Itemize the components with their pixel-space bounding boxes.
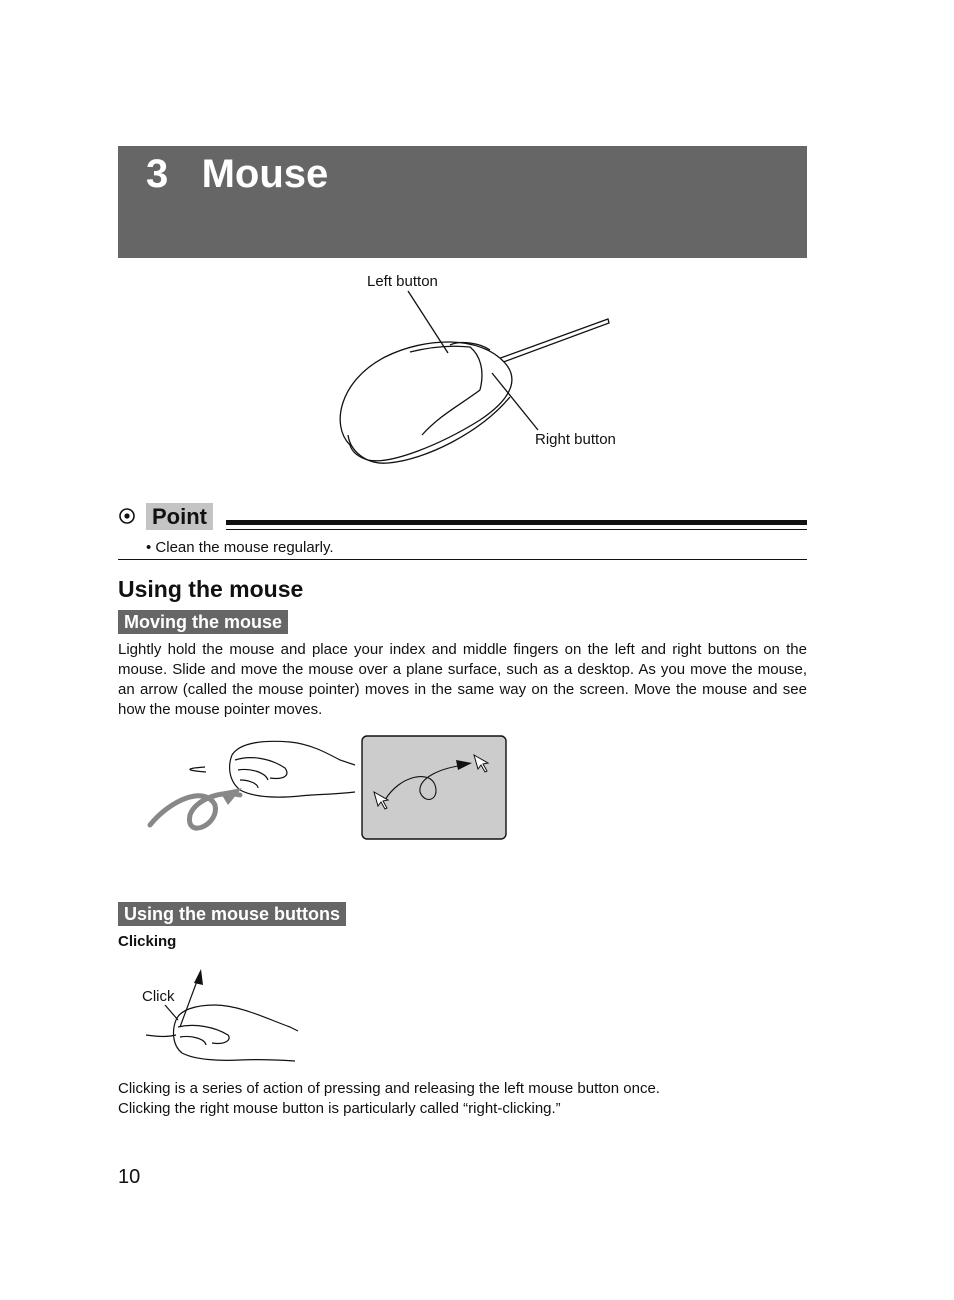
point-label: Point — [146, 503, 213, 530]
moving-mouse-illustration — [140, 730, 520, 845]
click-label: Click — [142, 988, 175, 1005]
clicking-line-1: Clicking is a series of action of pressing and releasing the left mouse button once. — [118, 1080, 660, 1097]
moving-mouse-paragraph: Lightly hold the mouse and place your index and middle fingers on the left and right buttons on the mouse. Slide and move the mouse over a plane surface, such as a desktop. As you move the mouse, an arrow (called the mouse pointer) moves in the same way on the screen. Move the mouse and see how the mouse pointer moves. — [118, 641, 807, 718]
clicking-paragraph — [118, 1079, 807, 1119]
point-bottom-rule — [118, 559, 807, 560]
clicking-line-2: Clicking the right mouse button is particularly called “right-clicking.” — [118, 1100, 561, 1117]
point-item: • Clean the mouse regularly. — [146, 539, 334, 556]
target-icon — [118, 507, 136, 525]
clicking-illustration — [140, 965, 310, 1070]
point-rule-thin — [226, 529, 807, 530]
moving-mouse-heading: Moving the mouse — [118, 610, 288, 634]
mouse-diagram — [330, 285, 630, 475]
left-button-label: Left button — [367, 273, 438, 290]
chapter-title: 3 Mouse — [146, 152, 329, 196]
mouse-buttons-heading: Using the mouse buttons — [118, 902, 346, 926]
right-button-label: Right button — [535, 431, 616, 448]
section-title: Using the mouse — [118, 576, 304, 602]
point-rule — [226, 520, 807, 525]
clicking-heading: Clicking — [118, 933, 177, 950]
page-number: 10 — [118, 1166, 141, 1188]
